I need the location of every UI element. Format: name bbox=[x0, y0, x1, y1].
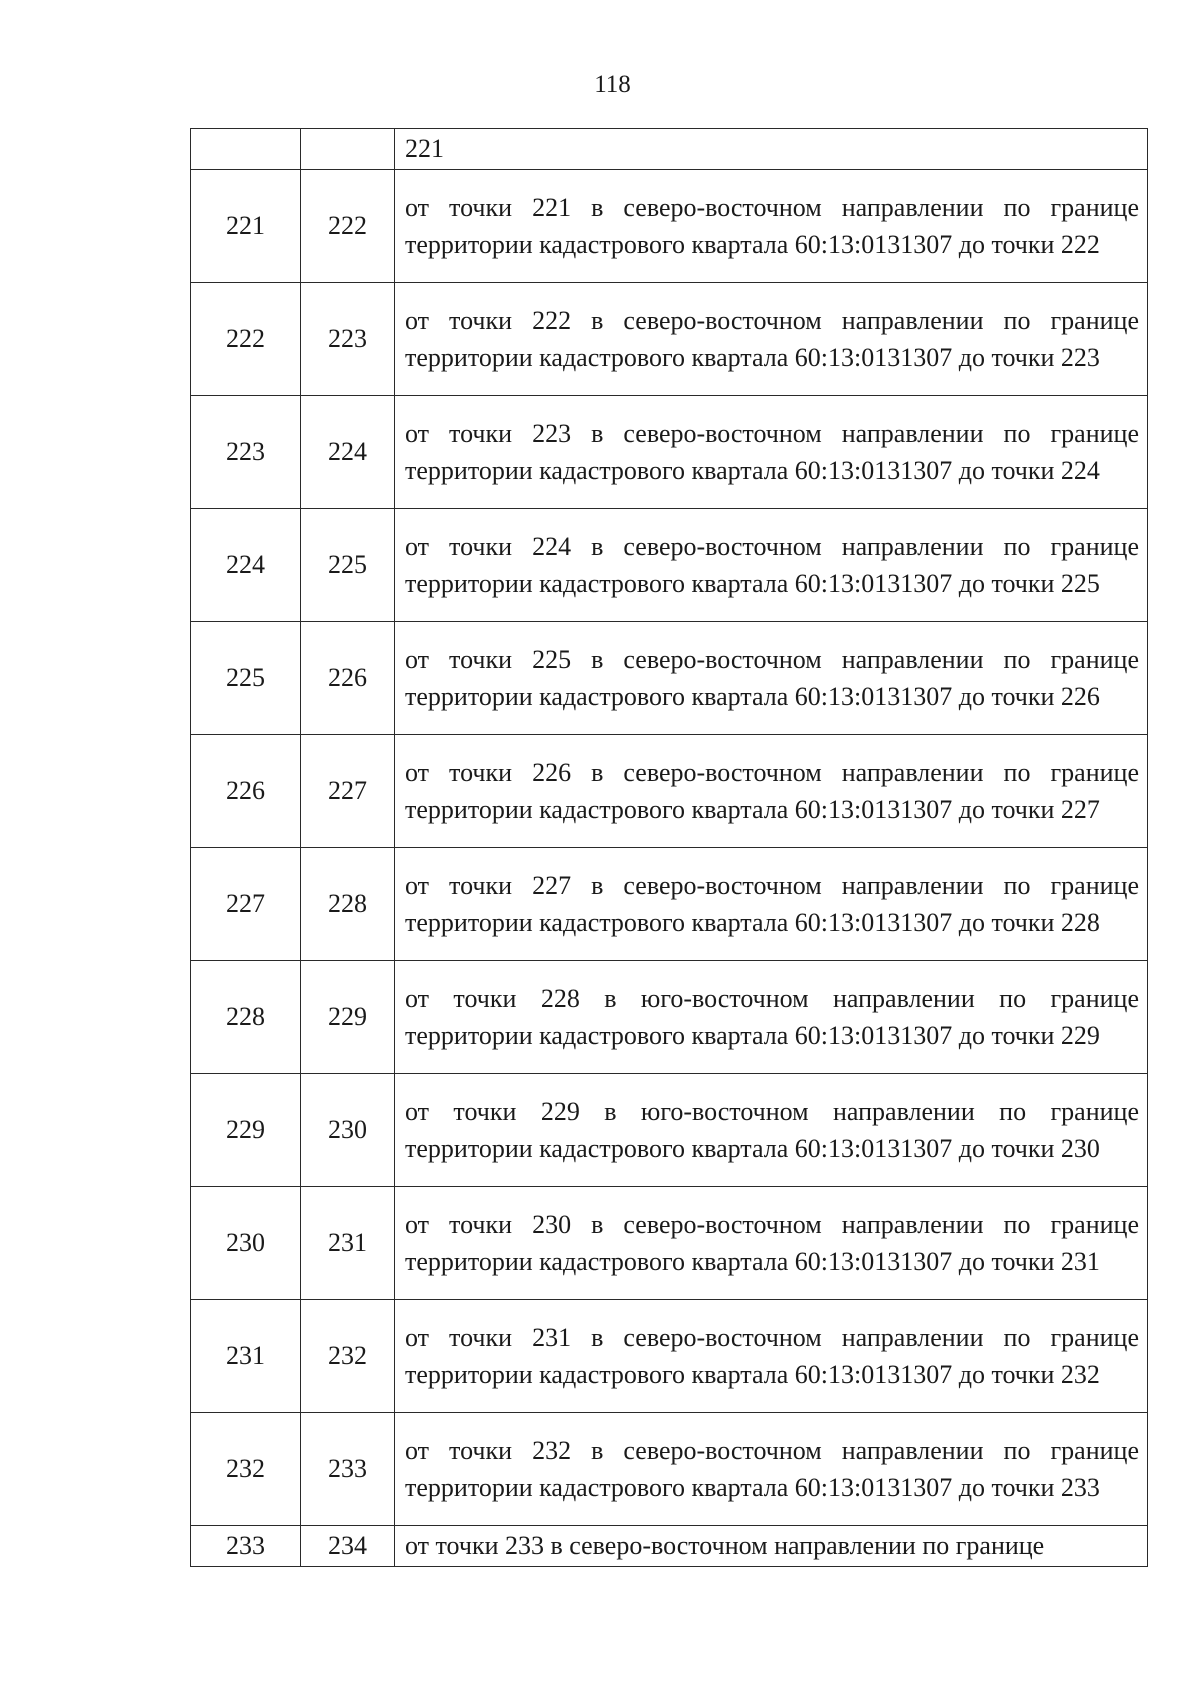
from-point-cell: 225 bbox=[191, 622, 301, 735]
boundary-table-body bbox=[191, 129, 1148, 1567]
table-row bbox=[191, 622, 1148, 735]
to-point-cell: 229 bbox=[301, 961, 395, 1074]
to-point-cell: 228 bbox=[301, 848, 395, 961]
from-point-cell: 229 bbox=[191, 1074, 301, 1187]
description-cell: от точки 229 в юго-восточном направлении по границе территории кадастрового квартала 60:13:0131307 до точки 230 bbox=[395, 1074, 1148, 1187]
to-point-cell bbox=[301, 129, 395, 170]
table-row bbox=[191, 396, 1148, 509]
from-point-cell: 233 bbox=[191, 1526, 301, 1567]
from-point-cell: 227 bbox=[191, 848, 301, 961]
table-row-partial bbox=[191, 1526, 1148, 1567]
description-cell: от точки 232 в северо-восточном направлении по границе территории кадастрового квартала 60:13:0131307 до точки 233 bbox=[395, 1413, 1148, 1526]
to-point-cell: 230 bbox=[301, 1074, 395, 1187]
table-row bbox=[191, 848, 1148, 961]
table-row bbox=[191, 1187, 1148, 1300]
from-point-cell: 221 bbox=[191, 170, 301, 283]
to-point-cell: 232 bbox=[301, 1300, 395, 1413]
table-row bbox=[191, 509, 1148, 622]
description-cell: от точки 233 в северо-восточном направлении по границе bbox=[395, 1526, 1148, 1567]
table-row bbox=[191, 735, 1148, 848]
page-number: 118 bbox=[594, 71, 631, 98]
description-cell: от точки 226 в северо-восточном направлении по границе территории кадастрового квартала 60:13:0131307 до точки 227 bbox=[395, 735, 1148, 848]
description-cell: от точки 227 в северо-восточном направлении по границе территории кадастрового квартала 60:13:0131307 до точки 228 bbox=[395, 848, 1148, 961]
to-point-cell: 225 bbox=[301, 509, 395, 622]
table-row bbox=[191, 1074, 1148, 1187]
from-point-cell: 222 bbox=[191, 283, 301, 396]
from-point-cell: 228 bbox=[191, 961, 301, 1074]
table-row bbox=[191, 170, 1148, 283]
to-point-cell: 234 bbox=[301, 1526, 395, 1567]
to-point-cell: 223 bbox=[301, 283, 395, 396]
description-cell: 221 bbox=[395, 129, 1148, 170]
description-cell: от точки 224 в северо-восточном направлении по границе территории кадастрового квартала 60:13:0131307 до точки 225 bbox=[395, 509, 1148, 622]
table-row bbox=[191, 283, 1148, 396]
table-row-continuation bbox=[191, 129, 1148, 170]
from-point-cell: 230 bbox=[191, 1187, 301, 1300]
to-point-cell: 226 bbox=[301, 622, 395, 735]
description-cell: от точки 231 в северо-восточном направлении по границе территории кадастрового квартала 60:13:0131307 до точки 232 bbox=[395, 1300, 1148, 1413]
table-row bbox=[191, 1413, 1148, 1526]
from-point-cell: 226 bbox=[191, 735, 301, 848]
from-point-cell: 224 bbox=[191, 509, 301, 622]
to-point-cell: 231 bbox=[301, 1187, 395, 1300]
table-row bbox=[191, 1300, 1148, 1413]
table-row bbox=[191, 961, 1148, 1074]
description-cell: от точки 223 в северо-восточном направлении по границе территории кадастрового квартала 60:13:0131307 до точки 224 bbox=[395, 396, 1148, 509]
description-cell: от точки 230 в северо-восточном направлении по границе территории кадастрового квартала 60:13:0131307 до точки 231 bbox=[395, 1187, 1148, 1300]
to-point-cell: 233 bbox=[301, 1413, 395, 1526]
description-cell: от точки 225 в северо-восточном направлении по границе территории кадастрового квартала 60:13:0131307 до точки 226 bbox=[395, 622, 1148, 735]
description-cell: от точки 221 в северо-восточном направлении по границе территории кадастрового квартала 60:13:0131307 до точки 222 bbox=[395, 170, 1148, 283]
from-point-cell: 223 bbox=[191, 396, 301, 509]
description-cell: от точки 228 в юго-восточном направлении по границе территории кадастрового квартала 60:13:0131307 до точки 229 bbox=[395, 961, 1148, 1074]
to-point-cell: 222 bbox=[301, 170, 395, 283]
boundary-table bbox=[190, 128, 1148, 1567]
to-point-cell: 224 bbox=[301, 396, 395, 509]
from-point-cell: 232 bbox=[191, 1413, 301, 1526]
to-point-cell: 227 bbox=[301, 735, 395, 848]
from-point-cell: 231 bbox=[191, 1300, 301, 1413]
description-cell: от точки 222 в северо-восточном направлении по границе территории кадастрового квартала 60:13:0131307 до точки 223 bbox=[395, 283, 1148, 396]
from-point-cell bbox=[191, 129, 301, 170]
